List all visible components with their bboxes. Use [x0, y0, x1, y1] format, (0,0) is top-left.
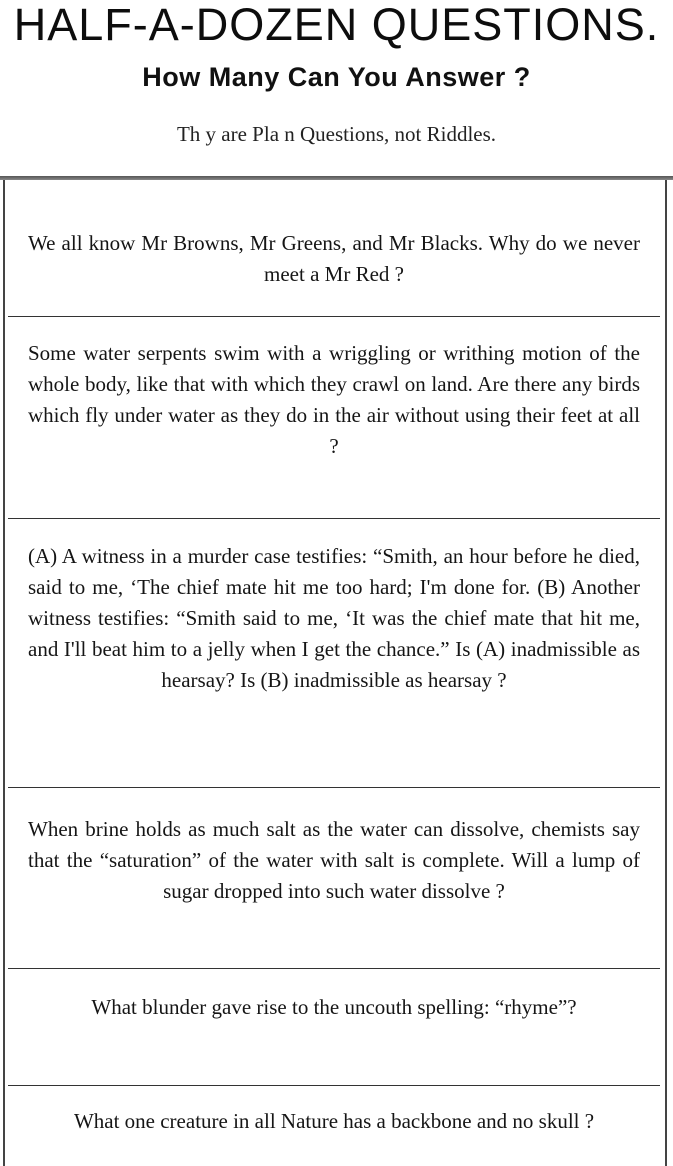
question-3: (A) A witness in a murder case testifies: “Smith, an hour before he died, said to me, ‘The chief mate hit me too hard; I'm done for. (B) Another witness testifies: “Smith said to me, ‘It was the chief mate that hit me, and I'll beat him to a jelly when I get the chance.” Is (A) inadmissible as hearsay? Is (B) inadmissible as hearsay ?	[28, 544, 640, 692]
subheadline: How Many Can You Answer ?	[142, 62, 531, 92]
question-5: What blunder gave rise to the uncouth spelling: “rhyme”?	[91, 995, 577, 1019]
headline: HALF-A-DOZEN QUESTIONS.	[13, 0, 660, 50]
top-rule	[0, 176, 673, 180]
question-1: We all know Mr Browns, Mr Greens, and Mr Blacks. Why do we never meet a Mr Red ?	[28, 231, 640, 286]
divider-2	[8, 518, 660, 519]
divider-3	[8, 787, 660, 788]
divider-4	[8, 968, 660, 969]
right-border-rule	[665, 180, 667, 1166]
tagline: Th y are Pla n Questions, not Riddles.	[176, 122, 497, 146]
question-2: Some water serpents swim with a wriggling or writhing motion of the whole body, like that with which they crawl on land. Are there any birds which fly under water as they do in the air without using their feet at all ?	[28, 341, 640, 458]
question-6: What one creature in all Nature has a backbone and no skull ?	[73, 1109, 595, 1133]
question-4: When brine holds as much salt as the water can dissolve, chemists say that the “saturation” of the water with salt is complete. Will a lump of sugar dropped into such water dissolve ?	[28, 817, 640, 903]
divider-5	[8, 1085, 660, 1086]
divider-1	[8, 316, 660, 317]
left-border-rule	[3, 180, 5, 1166]
